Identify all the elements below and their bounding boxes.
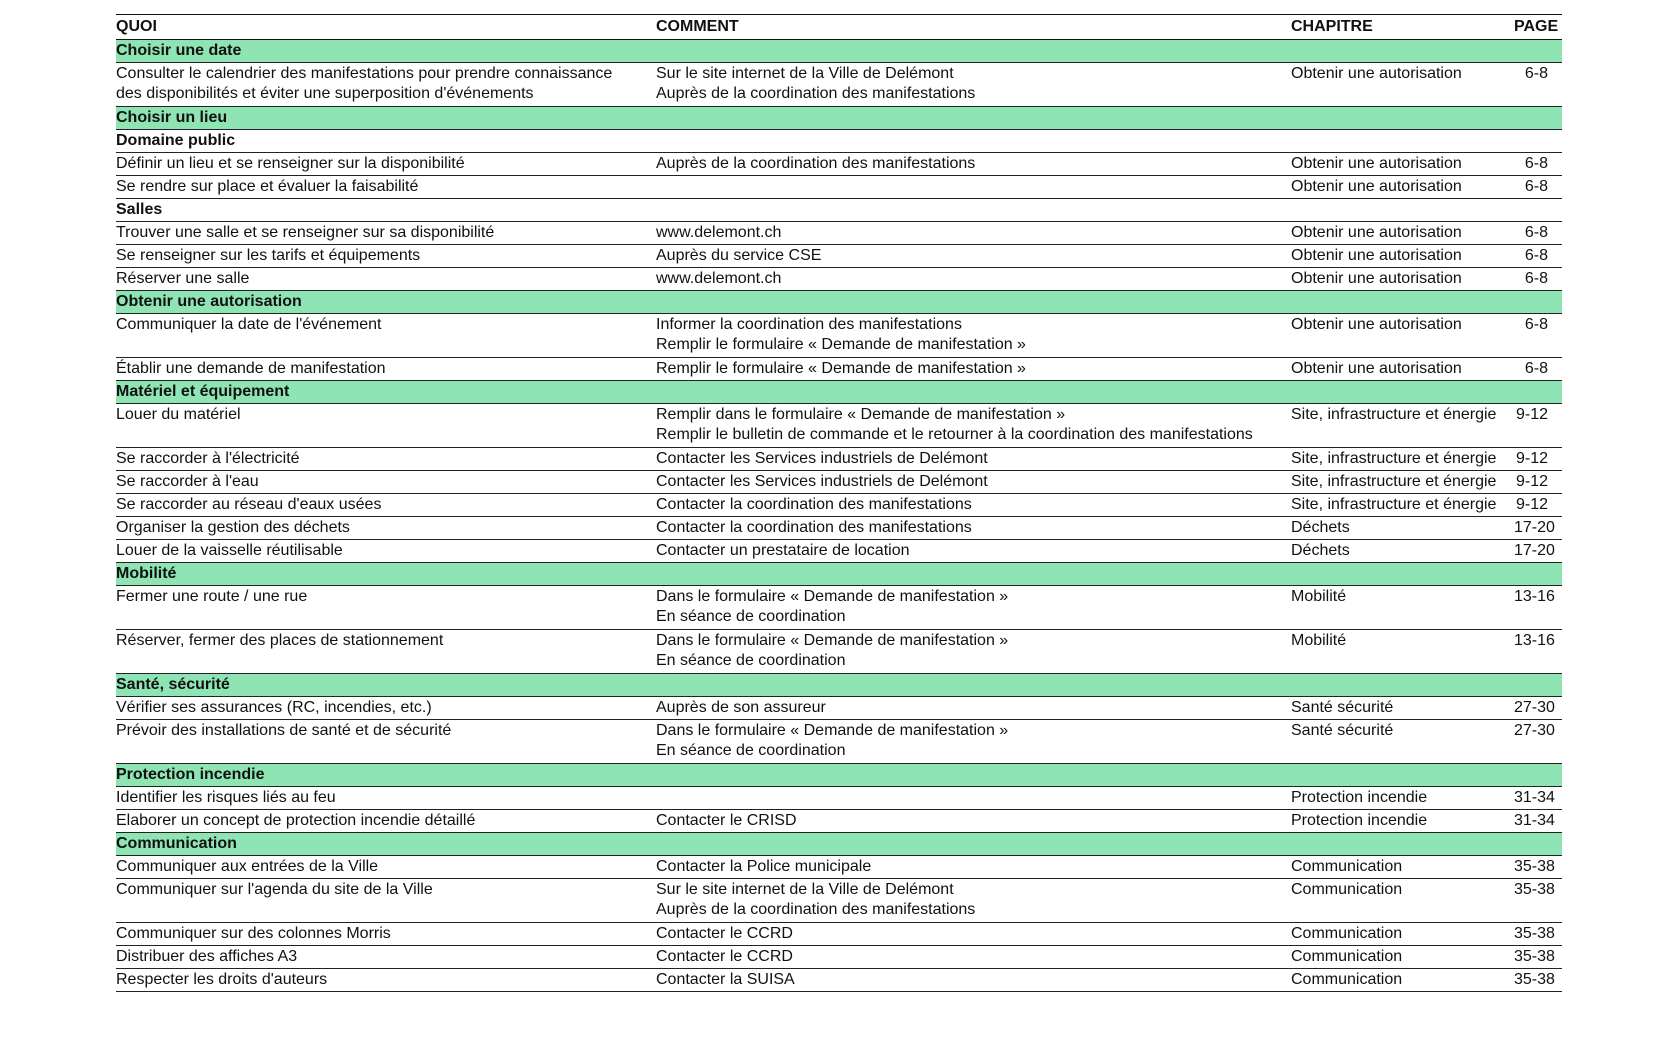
cell-comment	[656, 404, 1291, 448]
cell-page: 35-38	[1514, 879, 1562, 923]
cell-comment	[656, 494, 1291, 517]
cell-quoi-line: Prévoir des installations de santé et de sécurité	[116, 722, 452, 739]
cell-quoi	[116, 358, 656, 381]
table-row	[116, 517, 1562, 540]
table-row	[116, 358, 1562, 381]
cell-page: 6-8	[1514, 176, 1562, 199]
cell-chapitre: Site, infrastructure et énergie	[1291, 471, 1514, 494]
cell-comment-line: En séance de coordination	[656, 652, 846, 669]
cell-quoi	[116, 245, 656, 268]
cell-quoi	[116, 697, 656, 720]
cell-quoi	[116, 810, 656, 833]
cell-page: 9-12	[1514, 471, 1562, 494]
cell-quoi-line: Se raccorder au réseau d'eaux usées	[116, 496, 382, 513]
cell-comment-line: Contacter la SUISA	[656, 971, 795, 988]
cell-comment	[656, 268, 1291, 291]
cell-quoi-line: Se raccorder à l'eau	[116, 473, 259, 490]
cell-quoi-line: Louer de la vaisselle réutilisable	[116, 542, 343, 559]
cell-quoi-line: Réserver, fermer des places de stationnement	[116, 632, 444, 649]
cell-comment-line: En séance de coordination	[656, 608, 846, 625]
cell-page: 17-20	[1514, 540, 1562, 563]
cell-comment	[656, 879, 1291, 923]
cell-comment-line: Contacter la coordination des manifestations	[656, 519, 972, 536]
cell-comment-line: Contacter la Police municipale	[656, 858, 872, 875]
cell-quoi	[116, 314, 656, 358]
table-row	[116, 810, 1562, 833]
cell-quoi	[116, 720, 656, 764]
cell-comment-line: www.delemont.ch	[656, 270, 782, 287]
cell-comment-line: Contacter la coordination des manifestations	[656, 496, 972, 513]
cell-quoi-line: Réserver une salle	[116, 270, 250, 287]
header-comment: COMMENT	[656, 15, 1291, 40]
cell-comment-line: Remplir dans le formulaire « Demande de manifestation »	[656, 406, 1066, 423]
cell-quoi	[116, 153, 656, 176]
cell-quoi-line: Communiquer aux entrées de la Ville	[116, 858, 379, 875]
cell-quoi	[116, 448, 656, 471]
cell-chapitre: Communication	[1291, 969, 1514, 992]
table-row	[116, 720, 1562, 764]
cell-quoi	[116, 404, 656, 448]
section-title: Protection incendie	[116, 764, 1562, 787]
section-header-row	[116, 381, 1562, 404]
cell-quoi	[116, 923, 656, 946]
cell-page: 6-8	[1514, 314, 1562, 358]
cell-chapitre: Obtenir une autorisation	[1291, 314, 1514, 358]
table-row	[116, 879, 1562, 923]
cell-chapitre: Obtenir une autorisation	[1291, 153, 1514, 176]
cell-comment	[656, 923, 1291, 946]
cell-page: 9-12	[1514, 404, 1562, 448]
cell-quoi	[116, 787, 656, 810]
cell-chapitre: Communication	[1291, 946, 1514, 969]
cell-comment	[656, 720, 1291, 764]
cell-page: 35-38	[1514, 923, 1562, 946]
cell-chapitre: Site, infrastructure et énergie	[1291, 494, 1514, 517]
cell-quoi	[116, 946, 656, 969]
table-row	[116, 153, 1562, 176]
cell-comment-line: Sur le site internet de la Ville de Delémont	[656, 65, 954, 82]
cell-comment-line: Informer la coordination des manifestations	[656, 316, 962, 333]
cell-page: 27-30	[1514, 720, 1562, 764]
cell-chapitre: Obtenir une autorisation	[1291, 268, 1514, 291]
cell-comment-line: Contacter les Services industriels de Delémont	[656, 473, 988, 490]
cell-comment	[656, 969, 1291, 992]
cell-chapitre: Site, infrastructure et énergie	[1291, 404, 1514, 448]
cell-comment-line: Contacter un prestataire de location	[656, 542, 910, 559]
cell-page: 31-34	[1514, 810, 1562, 833]
header-chapitre: CHAPITRE	[1291, 15, 1514, 40]
cell-page: 31-34	[1514, 787, 1562, 810]
cell-quoi-line: Vérifier ses assurances (RC, incendies, etc.)	[116, 699, 432, 716]
cell-page: 6-8	[1514, 358, 1562, 381]
cell-chapitre: Santé sécurité	[1291, 720, 1514, 764]
cell-page: 9-12	[1514, 448, 1562, 471]
cell-comment-line: Remplir le formulaire « Demande de manifestation »	[656, 336, 1026, 353]
cell-comment-line: Auprès de la coordination des manifestations	[656, 155, 976, 172]
cell-quoi-line: Établir une demande de manifestation	[116, 360, 386, 377]
cell-comment-line: Contacter le CCRD	[656, 948, 793, 965]
cell-quoi	[116, 268, 656, 291]
header-quoi: QUOI	[116, 15, 656, 40]
table-row	[116, 630, 1562, 674]
cell-quoi	[116, 63, 656, 107]
cell-comment	[656, 448, 1291, 471]
cell-quoi-line: Fermer une route / une rue	[116, 588, 308, 605]
cell-comment-line: Remplir le formulaire « Demande de manifestation »	[656, 360, 1026, 377]
section-title: Communication	[116, 833, 1562, 856]
cell-quoi	[116, 471, 656, 494]
section-title: Choisir un lieu	[116, 107, 1562, 130]
cell-quoi-line: Communiquer la date de l'événement	[116, 316, 382, 333]
header-page: PAGE	[1514, 15, 1562, 40]
section-header-row	[116, 833, 1562, 856]
cell-quoi	[116, 586, 656, 630]
cell-quoi-line: Elaborer un concept de protection incendie détaillé	[116, 812, 476, 829]
cell-comment-line: Auprès de la coordination des manifestations	[656, 85, 976, 102]
cell-comment	[656, 946, 1291, 969]
section-title: Obtenir une autorisation	[116, 291, 1562, 314]
section-header-row	[116, 107, 1562, 130]
cell-comment	[656, 176, 1291, 199]
cell-comment-line: Contacter les Services industriels de Delémont	[656, 450, 988, 467]
section-header-row	[116, 563, 1562, 586]
cell-quoi-line: Communiquer sur des colonnes Morris	[116, 925, 391, 942]
cell-page: 13-16	[1514, 630, 1562, 674]
cell-page: 17-20	[1514, 517, 1562, 540]
cell-page: 35-38	[1514, 946, 1562, 969]
cell-page: 6-8	[1514, 153, 1562, 176]
cell-chapitre: Déchets	[1291, 517, 1514, 540]
cell-quoi-line: Louer du matériel	[116, 406, 241, 423]
cell-chapitre: Mobilité	[1291, 586, 1514, 630]
table-row	[116, 923, 1562, 946]
cell-quoi-line: des disponibilités et éviter une superposition d'événements	[116, 85, 534, 102]
cell-quoi-line: Se rendre sur place et évaluer la faisabilité	[116, 178, 419, 195]
cell-quoi	[116, 856, 656, 879]
cell-quoi	[116, 494, 656, 517]
cell-comment	[656, 540, 1291, 563]
table-row	[116, 856, 1562, 879]
cell-comment	[656, 810, 1291, 833]
table-row	[116, 586, 1562, 630]
subheading-label: Domaine public	[116, 130, 1562, 153]
table-row	[116, 946, 1562, 969]
cell-comment	[656, 787, 1291, 810]
table-row	[116, 471, 1562, 494]
cell-comment	[656, 697, 1291, 720]
cell-chapitre: Obtenir une autorisation	[1291, 176, 1514, 199]
cell-chapitre: Obtenir une autorisation	[1291, 358, 1514, 381]
cell-comment	[656, 856, 1291, 879]
cell-comment	[656, 245, 1291, 268]
cell-comment-line: Sur le site internet de la Ville de Delémont	[656, 881, 954, 898]
cell-page: 13-16	[1514, 586, 1562, 630]
table-row	[116, 314, 1562, 358]
section-title: Choisir une date	[116, 40, 1562, 63]
cell-chapitre: Déchets	[1291, 540, 1514, 563]
cell-comment-line: Remplir le bulletin de commande et le retourner à la coordination des manifestations	[656, 426, 1253, 443]
cell-quoi-line: Définir un lieu et se renseigner sur la disponibilité	[116, 155, 465, 172]
cell-chapitre: Communication	[1291, 879, 1514, 923]
subheading-label: Salles	[116, 199, 1562, 222]
cell-comment	[656, 586, 1291, 630]
cell-comment-line: www.delemont.ch	[656, 224, 782, 241]
subheading-row	[116, 199, 1562, 222]
table-row	[116, 969, 1562, 992]
cell-quoi	[116, 222, 656, 245]
table-row	[116, 176, 1562, 199]
cell-quoi	[116, 879, 656, 923]
cell-chapitre: Protection incendie	[1291, 810, 1514, 833]
cell-chapitre: Communication	[1291, 856, 1514, 879]
planning-table	[116, 14, 1562, 992]
section-header-row	[116, 40, 1562, 63]
cell-chapitre: Santé sécurité	[1291, 697, 1514, 720]
cell-page: 6-8	[1514, 268, 1562, 291]
cell-quoi-line: Communiquer sur l'agenda du site de la Ville	[116, 881, 433, 898]
cell-chapitre: Communication	[1291, 923, 1514, 946]
cell-quoi-line: Trouver une salle et se renseigner sur sa disponibilité	[116, 224, 495, 241]
section-title: Matériel et équipement	[116, 381, 1562, 404]
cell-quoi-line: Se renseigner sur les tarifs et équipements	[116, 247, 421, 264]
table-row	[116, 404, 1562, 448]
cell-comment	[656, 517, 1291, 540]
cell-quoi	[116, 540, 656, 563]
cell-quoi	[116, 517, 656, 540]
cell-comment	[656, 471, 1291, 494]
subheading-row	[116, 130, 1562, 153]
cell-comment-line: Auprès de son assureur	[656, 699, 826, 716]
cell-quoi	[116, 176, 656, 199]
cell-comment-line: Dans le formulaire « Demande de manifestation »	[656, 722, 1009, 739]
cell-comment	[656, 630, 1291, 674]
cell-chapitre: Obtenir une autorisation	[1291, 222, 1514, 245]
cell-quoi-line: Distribuer des affiches A3	[116, 948, 298, 965]
cell-comment	[656, 63, 1291, 107]
table-row	[116, 63, 1562, 107]
table-row	[116, 697, 1562, 720]
cell-comment-line: Contacter le CRISD	[656, 812, 797, 829]
cell-chapitre: Obtenir une autorisation	[1291, 63, 1514, 107]
table-row	[116, 245, 1562, 268]
cell-comment	[656, 222, 1291, 245]
cell-quoi-line: Organiser la gestion des déchets	[116, 519, 350, 536]
table-row	[116, 222, 1562, 245]
section-header-row	[116, 674, 1562, 697]
cell-quoi-line: Se raccorder à l'électricité	[116, 450, 300, 467]
table-row	[116, 494, 1562, 517]
section-header-row	[116, 764, 1562, 787]
cell-comment-line: Dans le formulaire « Demande de manifestation »	[656, 632, 1009, 649]
cell-page: 35-38	[1514, 969, 1562, 992]
table-row	[116, 540, 1562, 563]
cell-page: 6-8	[1514, 63, 1562, 107]
cell-comment	[656, 314, 1291, 358]
cell-comment	[656, 358, 1291, 381]
cell-page: 27-30	[1514, 697, 1562, 720]
cell-comment-line: Auprès de la coordination des manifestations	[656, 901, 976, 918]
section-title: Santé, sécurité	[116, 674, 1562, 697]
planning-table-container	[116, 14, 1562, 992]
cell-quoi-line: Identifier les risques liés au feu	[116, 789, 336, 806]
cell-page: 6-8	[1514, 222, 1562, 245]
cell-quoi-line: Consulter le calendrier des manifestations pour prendre connaissance	[116, 65, 613, 82]
table-row	[116, 787, 1562, 810]
cell-quoi-line: Respecter les droits d'auteurs	[116, 971, 328, 988]
cell-page: 35-38	[1514, 856, 1562, 879]
cell-chapitre: Obtenir une autorisation	[1291, 245, 1514, 268]
table-row	[116, 268, 1562, 291]
cell-chapitre: Mobilité	[1291, 630, 1514, 674]
cell-chapitre: Protection incendie	[1291, 787, 1514, 810]
cell-page: 6-8	[1514, 245, 1562, 268]
cell-quoi	[116, 630, 656, 674]
cell-comment-line: Auprès du service CSE	[656, 247, 822, 264]
cell-comment-line: Contacter le CCRD	[656, 925, 793, 942]
section-header-row	[116, 291, 1562, 314]
cell-quoi	[116, 969, 656, 992]
table-body	[116, 40, 1562, 992]
section-title: Mobilité	[116, 563, 1562, 586]
cell-comment-line: En séance de coordination	[656, 742, 846, 759]
cell-comment	[656, 153, 1291, 176]
cell-comment-line: Dans le formulaire « Demande de manifestation »	[656, 588, 1009, 605]
table-header-row	[116, 15, 1562, 40]
table-row	[116, 448, 1562, 471]
cell-chapitre: Site, infrastructure et énergie	[1291, 448, 1514, 471]
cell-page: 9-12	[1514, 494, 1562, 517]
